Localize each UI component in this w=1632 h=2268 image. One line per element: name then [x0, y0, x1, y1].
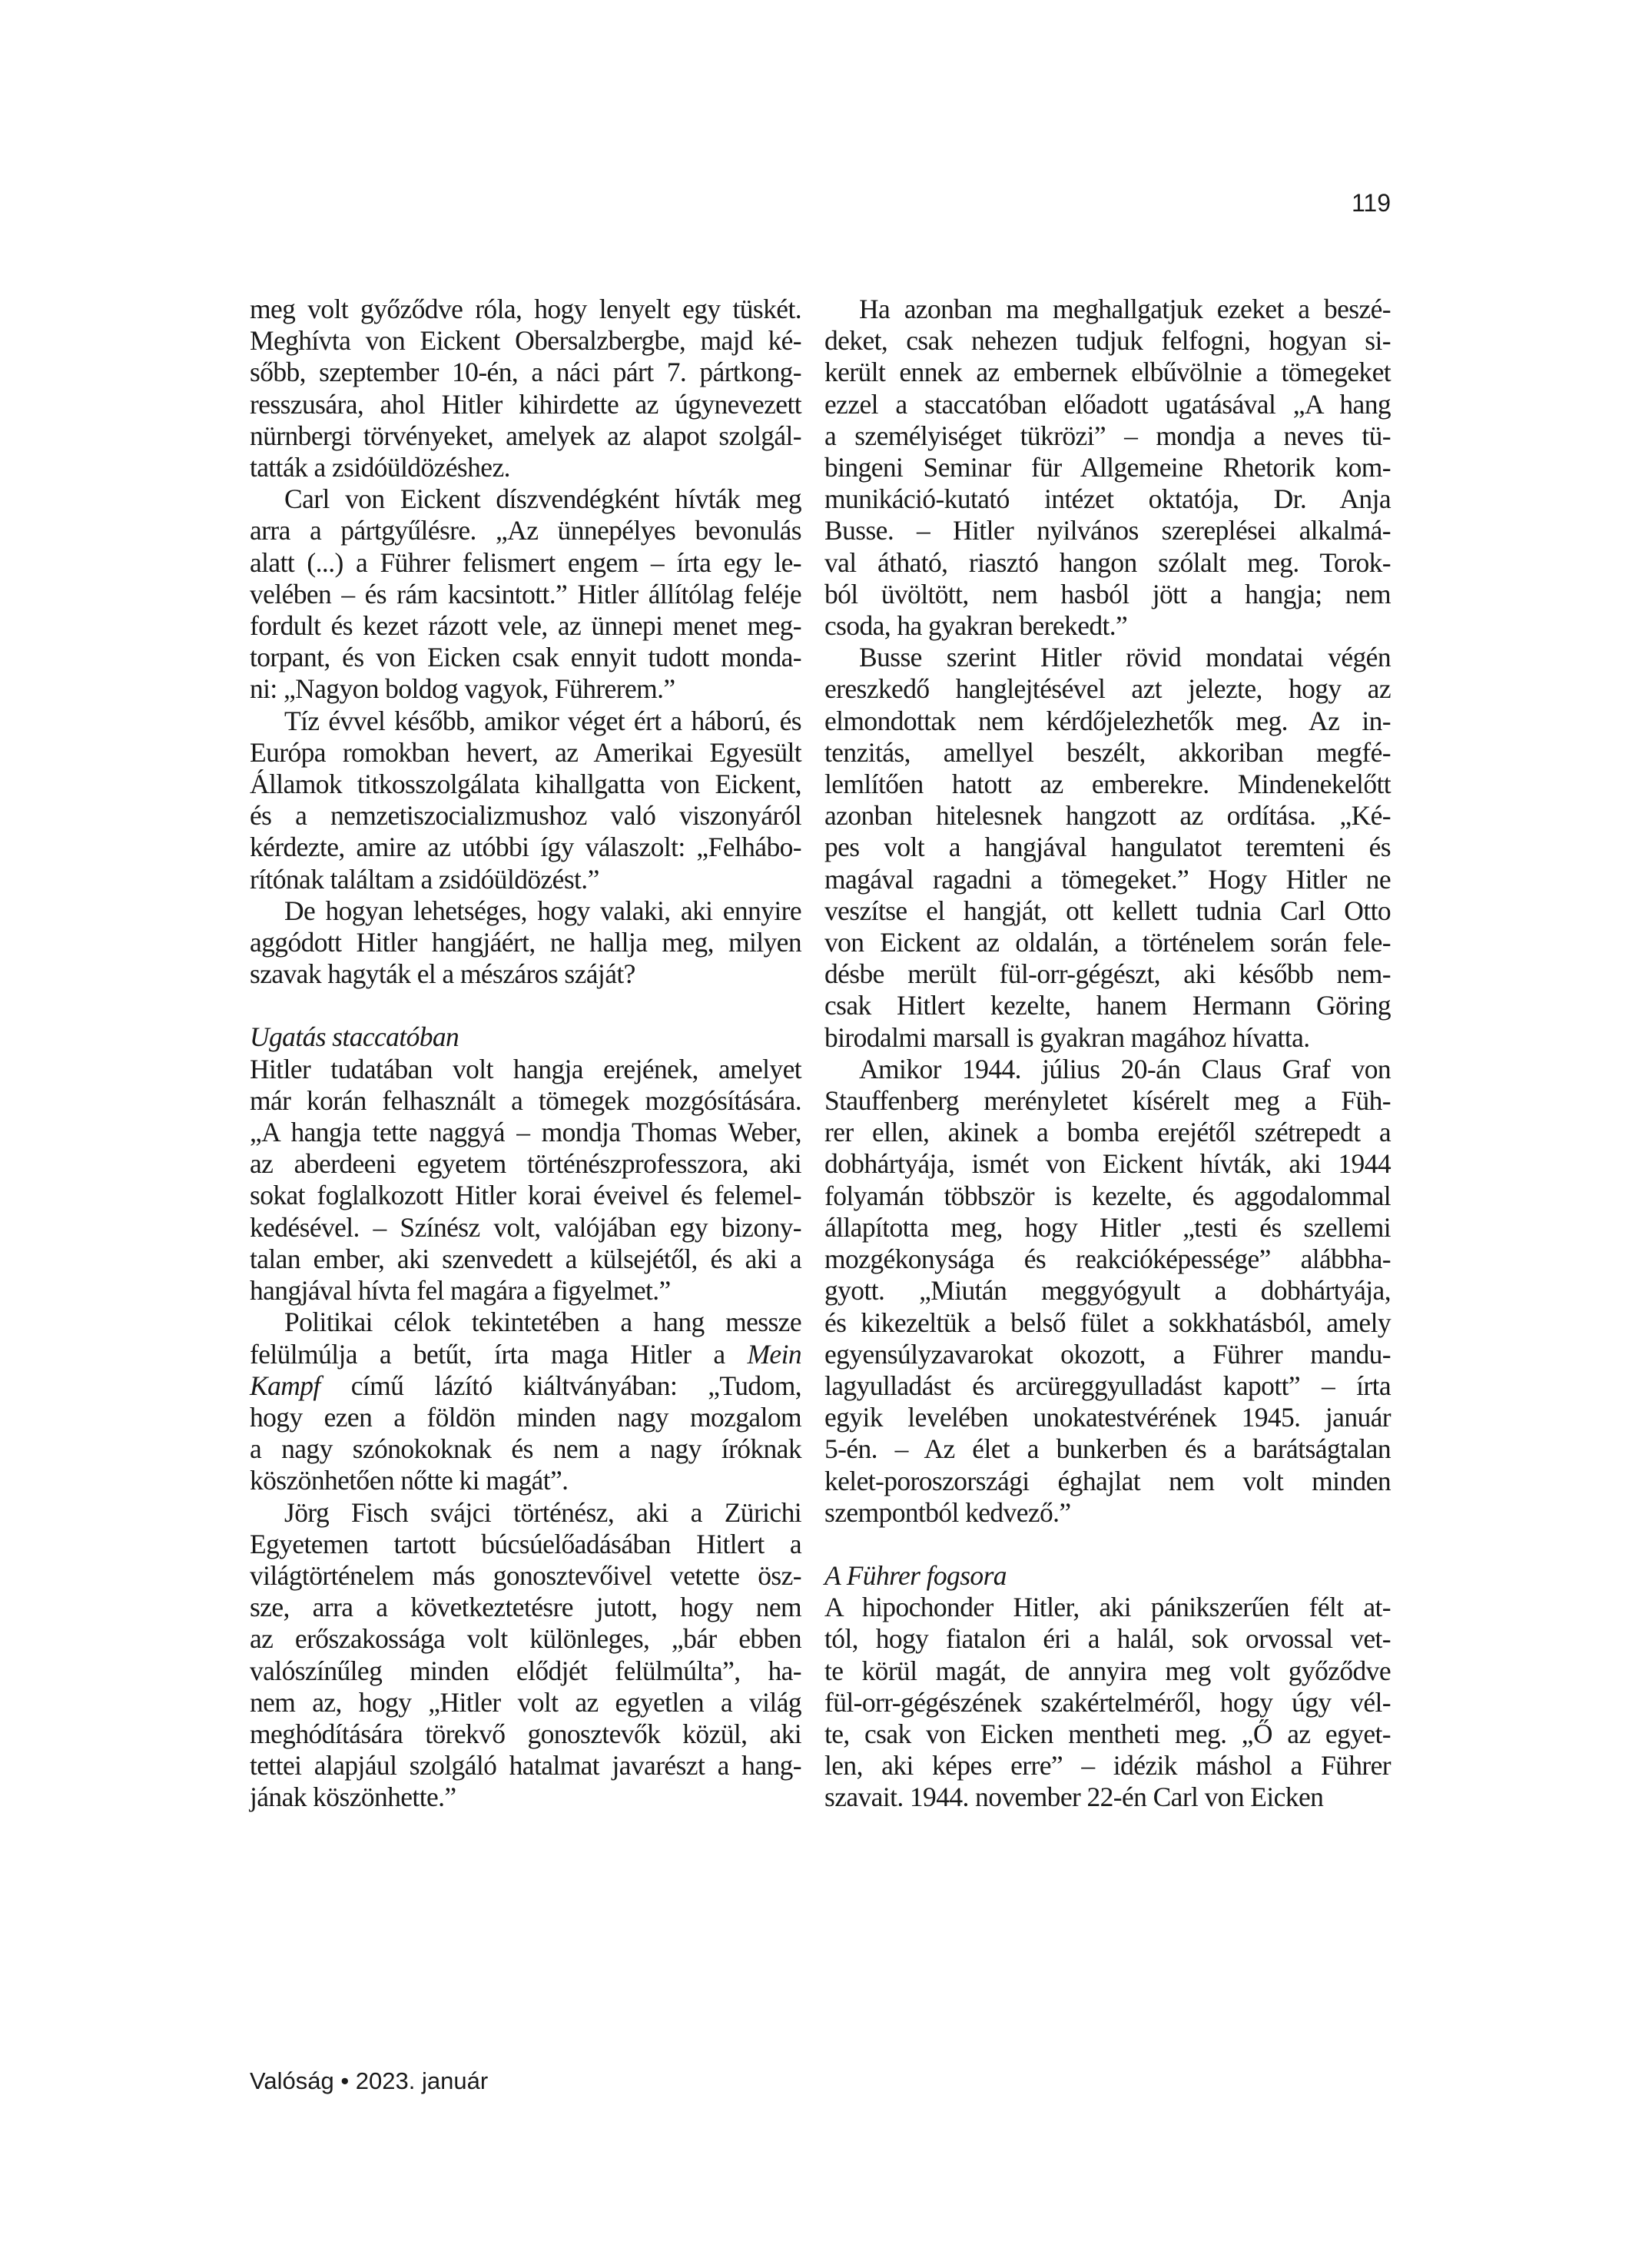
text-line: resszusára, ahol Hitler kihirdette az úgynevezett	[250, 388, 801, 420]
text-line: alatt (...) a Führer felismert engem – írta egy le-	[250, 546, 801, 578]
text-line: Egyetemen tartott búcsúelőadásában Hitlert a	[250, 1528, 801, 1559]
text-line: désbe merült fül-orr-gégészt, aki később nem-	[824, 958, 1391, 990]
text-line: val átható, riasztó hangon szólalt meg. Torok-	[824, 546, 1391, 578]
text-line: egyensúlyzavarokat okozott, a Führer mandu-	[824, 1338, 1391, 1370]
text-line: 5-én. – Az élet a bunkerben és a barátságtalan	[824, 1433, 1391, 1465]
text-line: jának köszönhette.”	[250, 1782, 456, 1813]
text-line: elmondottak nem kérdőjelezhetők meg. Az in-	[824, 705, 1391, 736]
text-line: Busse szerint Hitler rövid mondatai végén	[859, 642, 1391, 673]
left-column	[250, 294, 801, 1814]
right-column	[824, 294, 1391, 1814]
text-line: te, csak von Eicken mentheti meg. „Ő az egyet-	[824, 1718, 1391, 1749]
text-line: deket, csak nehezen tudjuk felfogni, hogyan si-	[824, 325, 1391, 357]
paragraph	[824, 1054, 1391, 1529]
text-line: került ennek az embernek elbűvölnie a tömegeket	[824, 357, 1391, 388]
text-line: kedésével. – Színész volt, valójában egy bizony-	[250, 1211, 801, 1243]
text-line: ezzel a staccatóban előadott ugatásával „A hang	[824, 388, 1391, 420]
text-line: folyamán többször is kezelte, és aggodalommal	[824, 1180, 1391, 1211]
paragraph	[250, 1497, 801, 1814]
text-line: csak Hitlert kezelte, hanem Hermann Göring	[824, 990, 1391, 1021]
text-line: fül-orr-gégészének szakértelméről, hogy úgy vél-	[824, 1686, 1391, 1718]
paragraph	[250, 706, 801, 895]
paragraph	[250, 895, 801, 991]
text-line: arra a pártgyűlésre. „Az ünnepélyes bevonulás	[250, 515, 801, 546]
right-body-before-subheading	[824, 294, 1391, 1529]
text-line: Amikor 1944. július 20-án Claus Graf von	[859, 1053, 1391, 1084]
paragraph	[250, 483, 801, 705]
text-line: Politikai célok tekintetében a hang messze	[284, 1307, 801, 1338]
text-line: A hipochonder Hitler, aki pánikszerűen félt at-	[824, 1592, 1391, 1623]
text-line: nem az, hogy „Hitler volt az egyetlen a világ	[250, 1686, 801, 1718]
text-line: fordult és kezet rázott vele, az ünnepi menet meg-	[250, 610, 801, 642]
text-line: sőbb, szeptember 10-én, a náci párt 7. pártkong-	[250, 357, 801, 388]
text-line: rer ellen, akinek a bomba erejétől szétrepedt a	[824, 1117, 1391, 1148]
paragraph	[824, 642, 1391, 1054]
text-line: az aberdeeni egyetem történészprofesszora, aki	[250, 1148, 801, 1180]
paragraph	[250, 294, 801, 483]
text-line: gyott. „Miután meggyógyult a dobhártyája,	[824, 1275, 1391, 1307]
text-line: Államok titkosszolgálata kihallgatta von Eickent,	[250, 769, 801, 800]
text-line: talan ember, aki szenvedett a külsejétől, és aki a	[250, 1243, 801, 1274]
text-line: te körül magát, de annyira meg volt győződve	[824, 1655, 1391, 1686]
paragraph	[824, 1592, 1391, 1813]
text-line: „A hangja tette naggyá – mondja Thomas Weber,	[250, 1117, 801, 1148]
text-line: Ha azonban ma meghallgatjuk ezeket a beszé-	[859, 294, 1391, 324]
paragraph	[250, 1307, 801, 1496]
text-line: nürnbergi törvényeket, amelyek az alapot szolgál-	[250, 420, 801, 451]
italic-title: Kampf	[250, 1370, 320, 1401]
text-line: velében – és rám kacsintott.” Hitler állítólag feléje	[250, 578, 801, 609]
text-line: munikáció-kutató intézet oktatója, Dr. Anja	[824, 483, 1391, 515]
text-line: Tíz évvel később, amikor véget ért a háború, és	[284, 705, 801, 736]
text-line: Európa romokban hevert, az Amerikai Egyesült	[250, 736, 801, 768]
text-line: szavait. 1944. november 22-én Carl von Eicken	[824, 1782, 1324, 1813]
text-line: von Eickent az oldalán, a történelem során fele-	[824, 927, 1391, 958]
text-line: rítónak találtam a zsidóüldözést.”	[250, 863, 599, 895]
text-line: lemlítően hatott az emberekre. Mindenekelőtt	[824, 769, 1391, 800]
section-subheading-ugatas: Ugatás staccatóban	[250, 1021, 459, 1053]
text-line: aggódott Hitler hangjáért, ne hallja meg, milyen	[250, 927, 801, 958]
text-line: hangjával hívta fel magára a figyelmet.”	[250, 1275, 671, 1307]
text-line: világtörténelem más gonosztevőivel vetette ösz-	[250, 1559, 801, 1591]
text-line: Stauffenberg merényletet kísérelt meg a Füh-	[824, 1085, 1391, 1117]
text-line: ereszkedő hanglejtésével azt jelezte, hogy az	[824, 673, 1391, 705]
text-line: torpant, és von Eicken csak ennyit tudott monda-	[250, 642, 801, 673]
text-line: len, aki képes erre” – idézik máshol a Führer	[824, 1750, 1391, 1782]
text-line: Kampf című lázító kiáltványában: „Tudom,	[250, 1370, 801, 1401]
text-line: sokat foglalkozott Hitler korai éveivel és felemel-	[250, 1180, 801, 1211]
text-line: már korán felhasznált a tömegek mozgósítására.	[250, 1084, 801, 1116]
text-line: tatták a zsidóüldözéshez.	[250, 452, 510, 483]
text-line: az erőszakossága volt különleges, „bár ebben	[250, 1623, 801, 1655]
text-line: Meghívta von Eickent Obersalzbergbe, majd ké-	[250, 325, 801, 357]
text-line: Hitler tudatában volt hangja erejének, amelyet	[250, 1053, 801, 1084]
text-line: a nagy szónokoknak és nem a nagy íróknak	[250, 1433, 801, 1465]
text-line: Carl von Eickent díszvendégként hívták meg	[284, 483, 801, 515]
text-line: szempontból kedvező.”	[824, 1496, 1071, 1528]
text-line: tól, hogy fiatalon éri a halál, sok orvossal vet-	[824, 1623, 1391, 1655]
text-line: egyik levelében unokatestvérének 1945. január	[824, 1402, 1391, 1433]
text-line: meghódítására törekvő gonosztevők közül, aki	[250, 1718, 801, 1749]
text-line: tenzitás, amellyel beszélt, akkoriban megfé-	[824, 736, 1391, 768]
text-line: szavak hagyták el a mészáros száját?	[250, 958, 635, 990]
page-number: 119	[1351, 189, 1391, 217]
text-line: birodalmi marsall is gyakran magához hívatta.	[824, 1021, 1310, 1053]
text-line: tettei alapjául szolgáló hatalmat javarészt a hang-	[250, 1750, 801, 1782]
section-subheading-fogsora: A Führer fogsora	[824, 1559, 1007, 1591]
text-line: köszönhetően nőtte ki magát”.	[250, 1465, 569, 1496]
italic-title: Mein	[747, 1338, 801, 1370]
left-body-after-subheading	[250, 1054, 801, 1814]
text-line: ból üvöltött, nem hasból jött a hangja; nem	[824, 578, 1391, 609]
text-line: a személyiséget tükrözi” – mondja a neves tü-	[824, 420, 1391, 451]
text-line: Jörg Fisch svájci történész, aki a Zürichi	[284, 1496, 801, 1528]
text-line: Busse. – Hitler nyilvános szereplései alkalmá-	[824, 515, 1391, 546]
left-body-before-subheading	[250, 294, 801, 990]
text-line: azonban hitelesnek hangzott az ordítása. „Ké-	[824, 800, 1391, 832]
text-line: állapította meg, hogy Hitler „testi és szellemi	[824, 1211, 1391, 1243]
text-line: sze, arra a következtetésre jutott, hogy nem	[250, 1592, 801, 1623]
text-line: dobhártyája, ismét von Eickent hívták, aki 1944	[824, 1148, 1391, 1180]
text-line: és a nemzetiszocializmushoz való viszonyáról	[250, 800, 801, 832]
text-line: mozgékonysága és reakcióképessége” alábbha-	[824, 1244, 1391, 1275]
paragraph	[250, 1054, 801, 1307]
text-line: kelet-poroszországi éghajlat nem volt minden	[824, 1465, 1391, 1496]
text-line: De hogyan lehetséges, hogy valaki, aki ennyire	[284, 895, 801, 926]
footer-publication: Valóság • 2023. január	[250, 2067, 489, 2094]
text-line: meg volt győződve róla, hogy lenyelt egy tüskét.	[250, 294, 801, 324]
text-line: valószínűleg minden elődjét felülmúlta”, ha-	[250, 1655, 801, 1686]
text-line: veszítse el hangját, ott kellett tudnia Carl Otto	[824, 895, 1391, 926]
right-body-after-subheading	[824, 1592, 1391, 1813]
text-line: pes volt a hangjával hangulatot teremteni és	[824, 832, 1391, 863]
text-line: lagyulladást és arcüreggyulladást kapott” – írta	[824, 1370, 1391, 1401]
text-line: csoda, ha gyakran berekedt.”	[824, 610, 1128, 642]
text-line: ni: „Nagyon boldog vagyok, Führerem.”	[250, 673, 675, 705]
paragraph	[824, 294, 1391, 642]
text-line: kérdezte, amire az utóbbi így válaszolt: „Felhábo-	[250, 832, 801, 863]
text-line: felülmúlja a betűt, írta maga Hitler a Mein	[250, 1338, 801, 1370]
text-line: magával ragadni a tömegeket.” Hogy Hitler ne	[824, 863, 1391, 895]
text-line: bingeni Seminar für Allgemeine Rhetorik kom-	[824, 452, 1391, 483]
text-line: hogy ezen a földön minden nagy mozgalom	[250, 1401, 801, 1433]
text-line: és kikezeltük a belső fület a sokkhatásból, amely	[824, 1307, 1391, 1338]
